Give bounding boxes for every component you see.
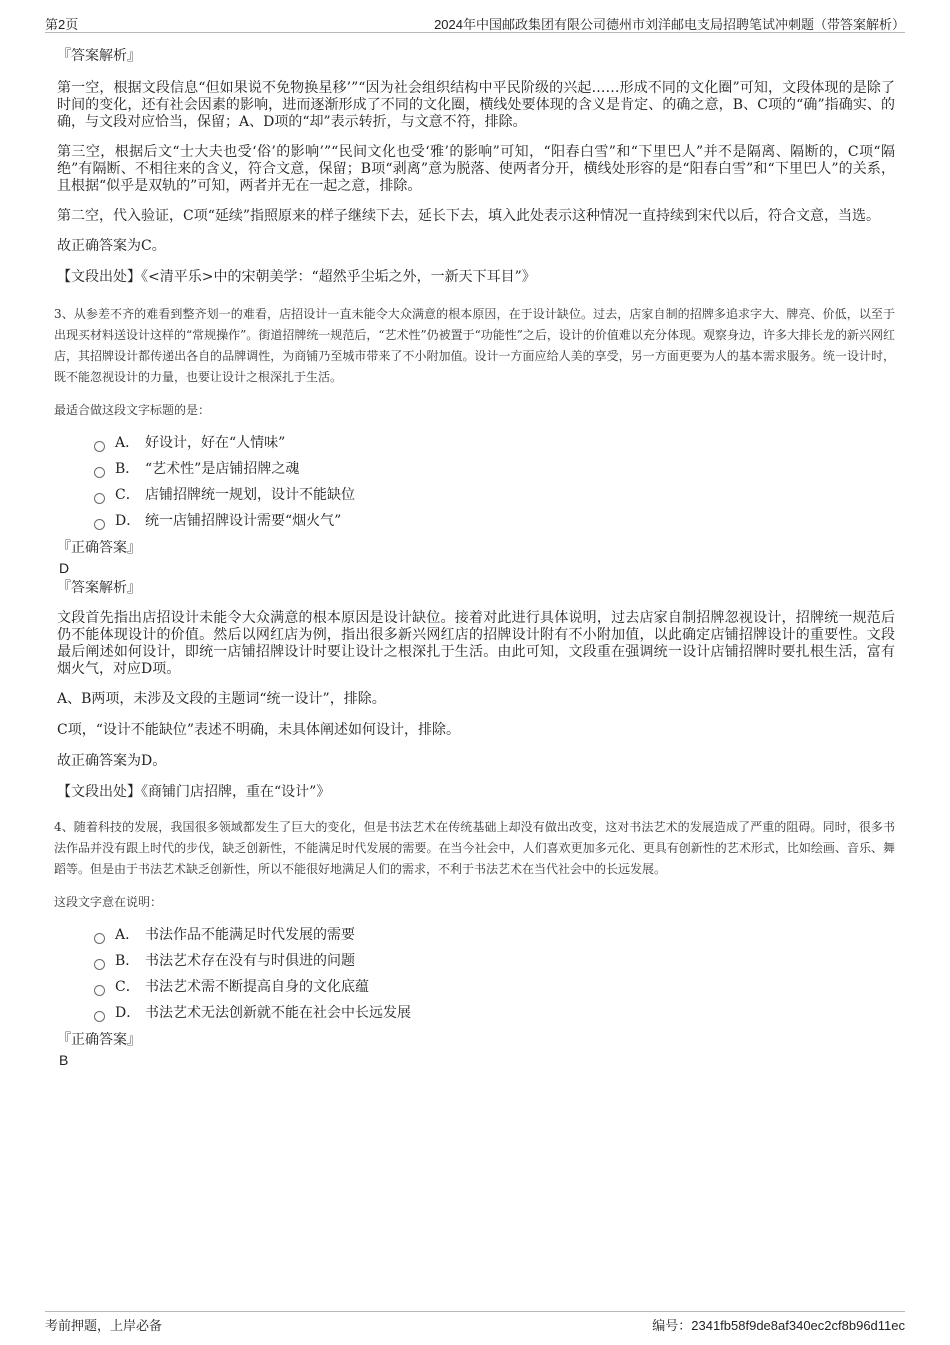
document-id: 编号：2341fb58f9de8af340ec2cf8b96d11ec xyxy=(652,1318,905,1333)
radio-button-icon[interactable] xyxy=(94,959,105,970)
option-b[interactable]: B． 书法艺术存在没有与时俱进的问题 xyxy=(94,948,895,974)
q4-answer-label: 『正确答案』 xyxy=(57,1032,141,1048)
q3-source: 【文段出处】《商铺门店招牌，重在“设计”》 xyxy=(57,784,331,800)
q2-analysis-paragraph: 第三空，根据后文“士大夫也受‘俗’的影响’”“民间文化也受‘雅’的影响”可知，“阳春白雪”和“下里巴人”并不是隔离、隔断的，C项“隔绝”有隔断、不相往来的含义，符合文意，保留；B项“剥离”意为脱落、使两者分开，横线处形容的是“阳春白雪”和“下里巴人”的关系，且根据“似乎是双轨的”可知，两者并无在一起之意，排除。 xyxy=(57,144,895,194)
question-3 xyxy=(54,304,895,534)
q2-analysis-label: 『答案解析』 xyxy=(57,48,141,64)
footer-slogan: 考前押题，上岸必备 xyxy=(45,1318,163,1333)
q3-analysis-paragraph: A、B两项，未涉及文段的主题词“统一设计”，排除。 xyxy=(57,691,386,707)
page-number: 第2页 xyxy=(45,17,79,32)
page-footer xyxy=(45,1311,905,1334)
radio-button-icon[interactable] xyxy=(94,467,105,478)
q3-analysis-paragraph: C项，“设计不能缺位”表述不明确，未具体阐述如何设计，排除。 xyxy=(57,722,461,738)
question-3-text: 3、从参差不齐的难看到整齐划一的难看，店招设计一直未能令大众满意的根本原因，在于设计缺位。过去，店家自制的招牌多追求字大、牌亮、价低，以至于出现买材料送设计这样的“常规操作”。街道招牌统一规范后，“艺术性”仍被置于“功能性”之后，设计的价值难以充分体现。观察身边，许多大排长龙的新兴网红店，其招牌设计都传递出各自的品牌调性，为商铺乃至城市带来了不小附加值。设计一方面应给人美的享受，另一方面更要为人的基本需求服务。统一设计时，既不能忽视设计的力量，也要让设计之根深扎于生活。 xyxy=(54,307,895,384)
document-body xyxy=(54,46,895,1070)
q2-source: 【文段出处】《<清平乐>中的宋朝美学：“超然乎尘垢之外，一新天下耳目”》 xyxy=(57,269,536,285)
q3-answer-label: 『正确答案』 xyxy=(57,540,141,556)
q2-analysis-paragraph: 第一空，根据文段信息“但如果说不免物换星移’”“因为社会组织结构中平民阶级的兴起……形成不同的文化圈”可知，文段体现的是除了时间的变化，还有社会因素的影响，进而逐渐形成了不同的文化圈，横线处要体现的含义是肯定、的确之意，B、C项的“确”指确实、的确，与文段对应恰当，保留；A、D项的“却”表示转折，与文意不符，排除。 xyxy=(57,80,895,130)
option-d[interactable]: D． 书法艺术无法创新就不能在社会中长远发展 xyxy=(94,1000,895,1026)
q3-analysis-paragraph: 文段首先指出店招设计未能令大众满意的根本原因是设计缺位。接着对此进行具体说明，过去店家自制招牌忽视设计，招牌统一规范后仍不能体现设计的价值。然后以网红店为例，指出很多新兴网红店的招牌设计附有不小附加值，以此确定店铺招牌设计的重要性。文段最后阐述如何设计，即统一店铺招牌设计时要让设计之根深扎于生活。由此可知，文段重在强调统一设计店铺招牌时要扎根生活，富有烟火气，对应D项。 xyxy=(57,610,895,677)
q3-answer-section xyxy=(57,538,895,801)
question-4-prompt: 这段文字意在说明： xyxy=(54,895,163,909)
option-c[interactable]: C． 书法艺术需不断提高自身的文化底蕴 xyxy=(94,974,895,1000)
q3-conclusion: 故正确答案为D。 xyxy=(57,753,167,769)
option-b[interactable]: B． “艺术性”是店铺招牌之魂 xyxy=(94,456,895,482)
question-4 xyxy=(54,817,895,1026)
option-a[interactable]: A． 好设计，好在“人情味” xyxy=(94,430,895,456)
q3-answer: D xyxy=(59,560,70,576)
q2-analysis-section xyxy=(57,46,895,286)
radio-button-icon[interactable] xyxy=(94,1011,105,1022)
option-c[interactable]: C． 店铺招牌统一规划，设计不能缺位 xyxy=(94,482,895,508)
radio-button-icon[interactable] xyxy=(94,519,105,530)
radio-button-icon[interactable] xyxy=(94,985,105,996)
question-4-options xyxy=(54,922,895,1026)
page-header xyxy=(45,12,905,33)
question-4-text: 4、随着科技的发展，我国很多领域都发生了巨大的变化，但是书法艺术在传统基础上却没有做出改变，这对书法艺术的发展造成了严重的阻碍。同时，很多书法作品并没有跟上时代的步伐，缺乏创新性，不能满足时代发展的需要。在当今社会中，人们喜欢更加多元化、更具有创新性的艺术形式，比如绘画、音乐、舞蹈等。但是由于书法艺术缺乏创新性，所以不能很好地满足人们的需求，不利于书法艺术在当代社会中的长远发展。 xyxy=(54,820,895,876)
radio-button-icon[interactable] xyxy=(94,933,105,944)
option-a[interactable]: A． 书法作品不能满足时代发展的需要 xyxy=(94,922,895,948)
radio-button-icon[interactable] xyxy=(94,493,105,504)
q4-answer-section xyxy=(57,1030,895,1070)
question-3-prompt: 最适合做这段文字标题的是： xyxy=(54,403,211,417)
q4-answer: B xyxy=(59,1052,69,1068)
question-3-options xyxy=(54,430,895,534)
q2-conclusion: 故正确答案为C。 xyxy=(57,238,166,254)
q3-analysis-label: 『答案解析』 xyxy=(57,580,141,596)
radio-button-icon[interactable] xyxy=(94,441,105,452)
document-title: 2024年中国邮政集团有限公司德州市刘洋邮电支局招聘笔试冲刺题（带答案解析） xyxy=(434,17,905,32)
option-d[interactable]: D． 统一店铺招牌设计需要“烟火气” xyxy=(94,508,895,534)
q2-analysis-paragraph: 第二空，代入验证，C项“延续”指照原来的样子继续下去，延长下去，填入此处表示这种情况一直持续到宋代以后，符合文意，当选。 xyxy=(57,208,881,224)
